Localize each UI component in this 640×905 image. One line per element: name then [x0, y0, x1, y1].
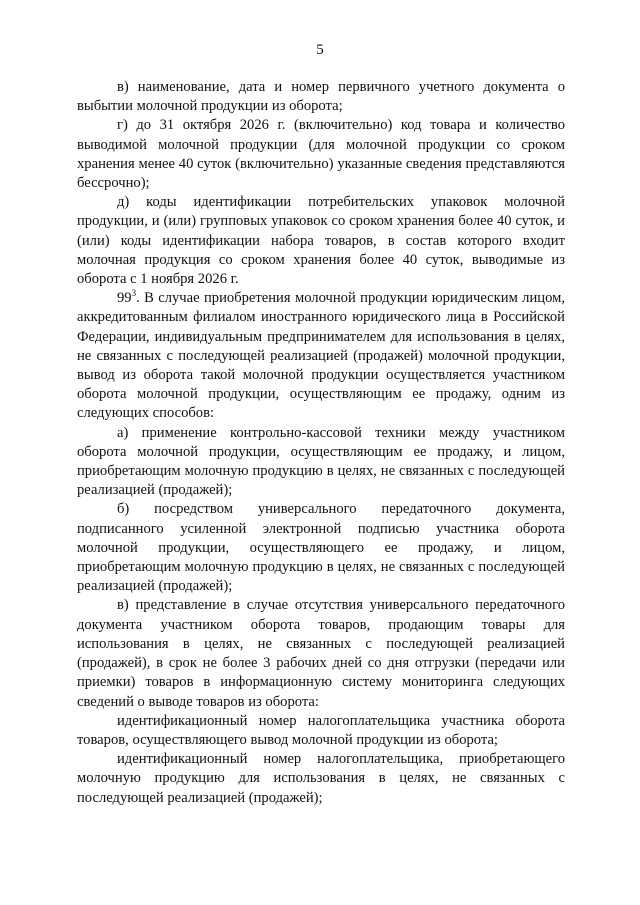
document-body: [77, 78, 565, 808]
paragraph-inn-buyer: идентификационный номер налогоплательщика, приобретающего молочную продукцию для использования в целях, не связанных с последующей реализацией (продажей);: [77, 751, 565, 806]
page-number: 5: [316, 42, 324, 58]
paragraph-99-3: [77, 289, 565, 423]
clause-superscript: 3: [131, 288, 137, 299]
paragraph-a: а) применение контрольно-кассовой техники между участником оборота молочной продукции, осуществляющим ее продажу, и лицом, приобретающим молочную продукцию в целях, не связанных с последующей реализацией (продажей);: [77, 424, 565, 499]
paragraph-v: в) наименование, дата и номер первичного учетного документа о выбытии молочной продукции из оборота;: [77, 79, 565, 115]
paragraph-b: б) посредством универсального передаточного документа, подписанного усиленной электронной подписью участника оборота молочной продукции, осуществляющего ее продажу, и лицом, приобретающим молочную продукцию в целях, не связанных с последующей реализацией (продажей);: [77, 501, 565, 595]
paragraph-g: г) до 31 октября 2026 г. (включительно) код товара и количество выводимой молочной продукции (для молочной продукции со сроком хранения менее 40 суток (включительно) указанные сведения представляются бессрочно);: [77, 117, 565, 192]
paragraph-inn-seller: идентификационный номер налогоплательщика участника оборота товаров, осуществляющего вывод молочной продукции из оборота;: [77, 712, 565, 748]
clause-number: 99: [117, 290, 132, 307]
clause-text: . В случае приобретения молочной продукции юридическим лицом, аккредитованным филиалом иностранного юридического лица в Российской Федерации, индивидуальным предпринимателем для использования в целях, не связанных с последующей реализацией (продажей) молочной продукции, вывод из оборота такой молочной продукции осуществляется участником оборота молочной продукции, осуществляющим ее продажу, одним из следующих способов:: [77, 290, 565, 422]
paragraph-v-2: в) представление в случае отсутствия универсального передаточного документа участником оборота товаров, продающим товары для использования в целях, не связанных с последующей реализацией (продажей), в срок не более 3 рабочих дней со дня отгрузки (передачи или приемки) товаров в информационную систему мониторинга следующих сведений о выводе товаров из оборота:: [77, 597, 565, 710]
paragraph-d: д) коды идентификации потребительских упаковок молочной продукции, и (или) групповых упаковок со сроком хранения более 40 суток, и (или) коды идентификации набора товаров, в состав которого входит молочная продукция со сроком хранения более 40 суток, выводимые из оборота с 1 ноября 2026 г.: [77, 194, 565, 288]
